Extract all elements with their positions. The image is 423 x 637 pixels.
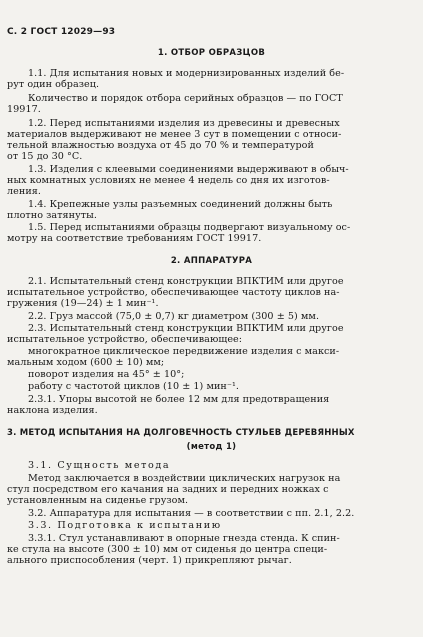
text-line: 2.2. Груз массой (75,0 ± 0,7) кг диаметром (300 ± 5) мм. (28, 311, 320, 322)
text-line: Метод заключается в воздействии циклических нагрузок на (28, 473, 341, 484)
text-line: испытательное устройство, обеспечивающее частоту циклов на- (7, 287, 340, 298)
text-line: тельной влажностью воздуха от 45 до 70 % и температурой (7, 140, 314, 151)
section-heading-1: 1. ОТБОР ОБРАЗЦОВ (157, 48, 266, 58)
section-heading-3: 3. МЕТОД ИСПЫТАНИЯ НА ДОЛГОВЕЧНОСТЬ СТУЛЬЕВ ДЕРЕВЯННЫХ (7, 428, 355, 438)
text-line: ке стула на высоте (300 ± 10) мм от сиденья до центра специ- (7, 544, 328, 555)
page-header: С. 2 ГОСТ 12029—93 (7, 27, 116, 37)
text-line: 1.4. Крепежные узлы разъемных соединений должны быть (28, 199, 333, 210)
text-line: установленным на сиденье грузом. (7, 495, 189, 506)
text-line: стул посредством его качания на задних и передних ножках с (7, 484, 329, 495)
text-line: мальным ходом (600 ± 10) мм; (7, 357, 165, 368)
text-line: 3.2. Аппаратура для испытания — в соответствии с пп. 2.1, 2.2. (28, 508, 355, 519)
text-line: 1.1. Для испытания новых и модернизированных изделий бе- (28, 68, 345, 79)
text-line: гружения (19—24) ± 1 мин⁻¹. (7, 298, 159, 309)
text-line: ных комнатных условиях не менее 4 недель со дня их изготов- (7, 175, 330, 186)
text-line: 1.3. Изделия с клеевыми соединениями выдерживают в обыч- (28, 164, 349, 175)
subsection-title: 3.1. Сущность метода (28, 460, 171, 471)
text-line: 2.3. Испытательный стенд конструкции ВПКТИМ или другое (28, 323, 344, 334)
text-line: 3.3.1. Стул устанавливают в опорные гнезда стенда. К спин- (28, 533, 340, 544)
text-line: работу с частотой циклов (10 ± 1) мин⁻¹. (28, 381, 239, 392)
text-line: мотру на соответствие требованиям ГОСТ 19917. (7, 233, 262, 244)
text-line: 1.2. Перед испытаниями изделия из древесины и древесных (28, 118, 340, 129)
text-line: ления. (7, 186, 41, 197)
text-line: рут один образец. (7, 79, 100, 90)
text-line: 2.3.1. Упоры высотой не более 12 мм для предотвращения (28, 394, 330, 405)
section-heading-2: 2. АППАРАТУРА (170, 256, 253, 266)
text-line: наклона изделия. (7, 405, 98, 416)
subsection-title: 3.3. Подготовка к испытанию (28, 520, 222, 531)
text-line: ального приспособления (черт. 1) прикрепляют рычаг. (7, 555, 292, 566)
text-line: поворот изделия на 45° ± 10°; (28, 369, 185, 380)
text-line: испытательное устройство, обеспечивающее: (7, 334, 243, 345)
text-line: от 15 до 30 °С. (7, 151, 83, 162)
text-line: 1.5. Перед испытаниями образцы подвергают визуальному ос- (28, 222, 351, 233)
text-line: плотно затянуты. (7, 210, 97, 221)
text-line: 2.1. Испытательный стенд конструкции ВПКТИМ или другое (28, 276, 344, 287)
section-subheading-3: (метод 1) (186, 442, 237, 452)
text-line: 19917. (7, 104, 41, 115)
text-line: многократное циклическое передвижение изделия с макси- (28, 346, 340, 357)
text-line: материалов выдерживают не менее 3 сут в помещении с относи- (7, 129, 342, 140)
text-line: Количество и порядок отбора серийных образцов — по ГОСТ (28, 93, 343, 104)
